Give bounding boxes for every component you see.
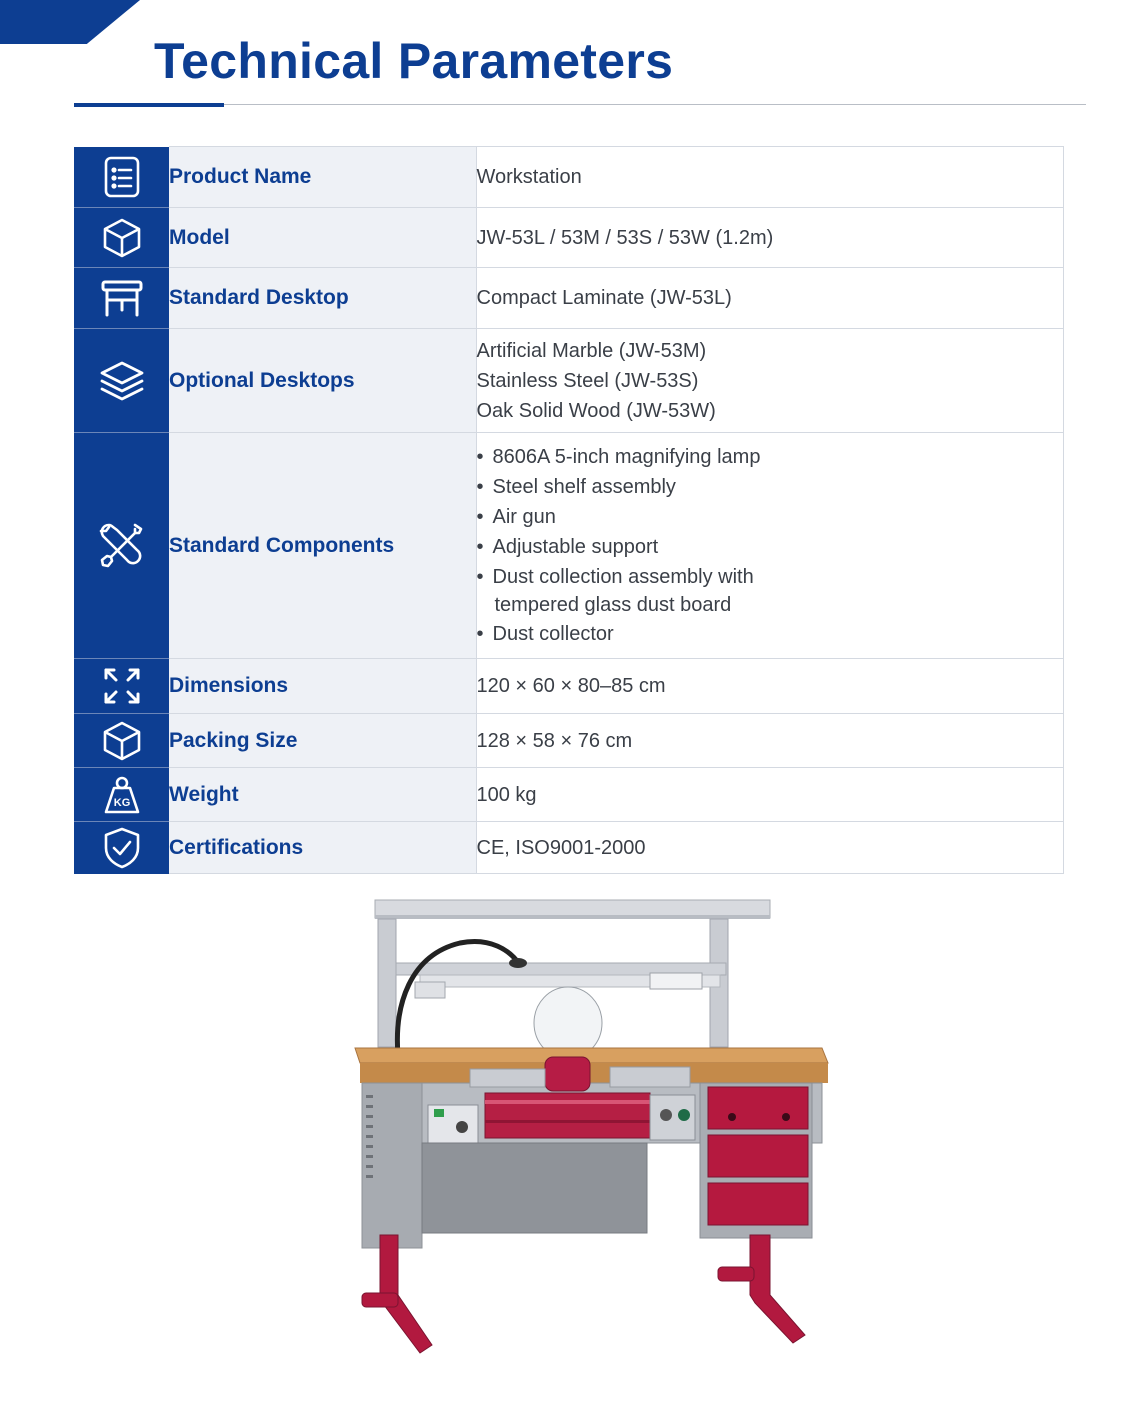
list-item [477,562,1064,619]
row-label: Dimensions [169,659,476,714]
value-line: Compact Laminate (JW-53L) [476,287,732,309]
row-value [476,208,1064,268]
list-item-continuation: tempered glass dust board [494,594,732,616]
row-label: Product Name [169,147,476,208]
row-label: Model [169,208,476,268]
row-label: Standard Components [169,433,476,659]
value-line: Stainless Steel (JW-53S) [476,369,699,392]
row-value [476,147,1064,208]
row-label: Certifications [169,822,476,874]
list-item: • Air gun [477,502,1064,532]
value-line: Oak Solid Wood (JW-53W) [476,399,716,422]
row-label: Weight [169,768,476,822]
shield-check-icon [102,826,142,870]
list-item: • 8606A 5-inch magnifying lamp [477,442,1064,472]
list-item: • Dust collector [477,619,1064,649]
row-label: Standard Desktop [169,268,476,329]
value-line: 128 × 58 × 76 cm [476,729,633,752]
value-line: Workstation [476,166,582,188]
table-row [74,659,1064,714]
box-icon [100,719,144,763]
table-row [74,714,1064,768]
kg-weight-icon [101,774,143,816]
list-item-text: Dust collection assembly with [492,566,754,588]
table-row [74,147,1064,208]
layers-icon [98,359,146,403]
table-row [74,768,1064,822]
value-line: 100 kg [476,783,537,806]
value-line: 120 × 60 × 80–85 cm [476,675,666,697]
value-line: Artificial Marble (JW-53M) [476,339,707,362]
row-value [476,659,1064,714]
value-line: JW-53L / 53M / 53S / 53W (1.2m) [476,226,774,249]
components-list [477,442,1064,649]
row-label: Optional Desktops [169,329,476,433]
table-row [74,329,1064,433]
expand-arrows-icon [102,666,142,706]
value-line: CE, ISO9001-2000 [476,836,646,859]
cube-icon [100,216,144,260]
kg-label: KG [113,796,130,809]
row-value [476,822,1064,874]
desk-icon [99,278,145,318]
row-value [476,329,1064,433]
row-label: Packing Size [169,714,476,768]
workstation-product-image [350,895,830,1365]
spec-table [74,146,1064,874]
title-divider [74,104,1086,105]
title-underline-accent [74,103,224,107]
table-row [74,433,1064,659]
list-item: • Adjustable support [477,532,1064,562]
row-value [476,268,1064,329]
list-item: • Steel shelf assembly [477,472,1064,502]
tools-icon [97,521,147,571]
page-title: Technical Parameters [154,33,674,89]
row-value [476,433,1064,659]
row-value [476,768,1064,822]
table-row [74,268,1064,329]
table-row [74,822,1064,874]
row-value [476,714,1064,768]
table-row [74,208,1064,268]
list-document-icon [102,155,142,199]
corner-accent [0,0,140,44]
